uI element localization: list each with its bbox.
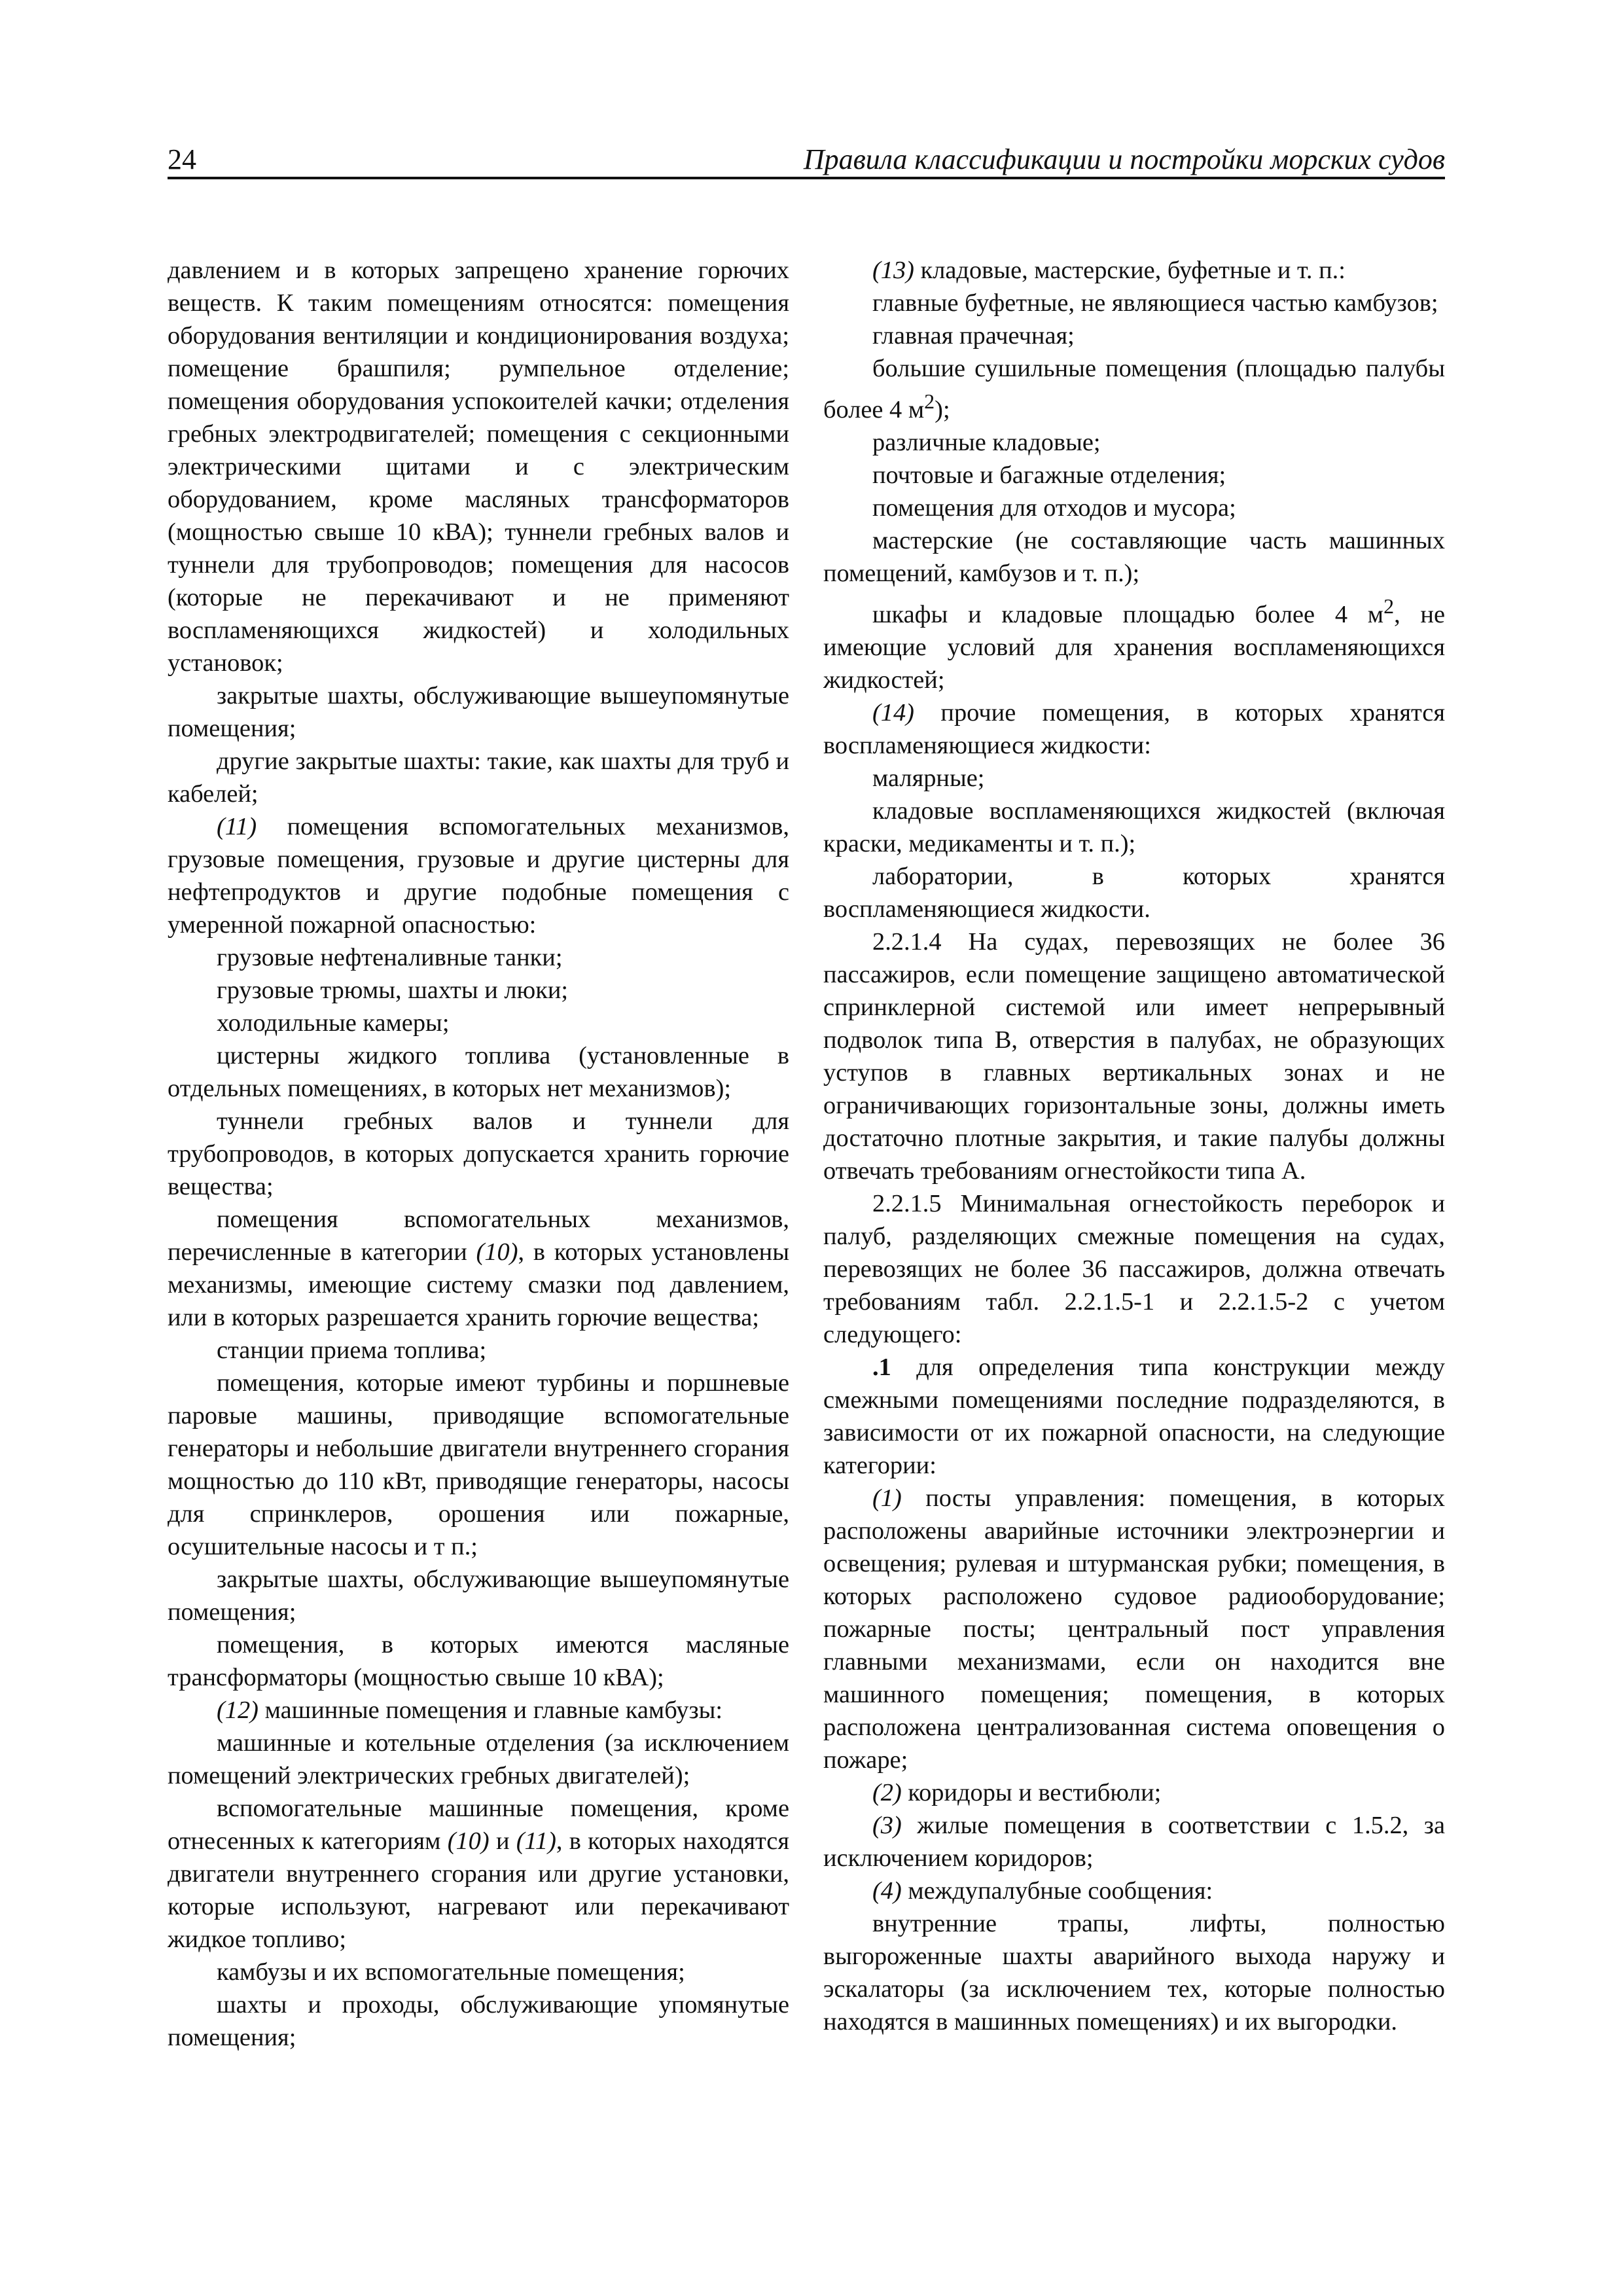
category-ref: (11)	[516, 1827, 556, 1855]
list-item: малярные;	[872, 764, 985, 792]
list-item: станции приема топлива;	[217, 1336, 487, 1364]
paragraph-text: машинные помещения и главные камбузы:	[258, 1696, 723, 1724]
list-item: камбузы и их вспомогательные помещения;	[217, 1958, 685, 1986]
paragraph	[823, 1351, 1445, 1482]
paragraph: другие закрытые шахты: такие, как шахты для труб и кабелей;	[168, 747, 789, 808]
paragraph-text: кладовые, мастерские, буфетные и т. п.:	[914, 257, 1346, 284]
list-item: холодильные камеры;	[217, 1009, 450, 1037]
list-item: помещения для отходов и мусора;	[872, 493, 1236, 522]
paragraph	[168, 1694, 789, 1727]
section-number: 2.2.1.4	[872, 927, 942, 956]
category-ref: (10)	[447, 1827, 490, 1855]
list-item: шахты и проходы, обслуживающие упомянутые помещения;	[168, 1991, 789, 2051]
paragraph-text: шкафы и кладовые площадью более 4 м	[872, 600, 1384, 628]
paragraph	[823, 1482, 1445, 1776]
header-rule	[168, 177, 1445, 179]
list-item: внутренние трапы, лифты, полностью выгороженные шахты аварийного выхода наружу и эскалаторы (за исключением тех, которые полностью находятся в машинных помещениях) и их выгородки.	[823, 1909, 1445, 2036]
paragraph-text: междупалубные сообщения:	[901, 1876, 1213, 1905]
list-item: цистерны жидкого топлива (установленные в отдельных помещениях, в которых нет механизмов);	[168, 1042, 789, 1102]
list-item: туннели гребных валов и туннели для трубопроводов, в которых допускается хранить горючие вещества;	[168, 1107, 789, 1200]
list-item	[168, 1203, 789, 1334]
paragraph-text: большие сушильные помещения (площадью палубы более 4 м	[823, 355, 1445, 423]
paragraph-text: помещения вспомогательных механизмов, грузовые помещения, грузовые и другие цистерны для нефтепродуктов и другие подобные помещения с умеренной пожарной опасностью:	[168, 813, 789, 939]
running-title: Правила классификации и постройки морских судов	[803, 143, 1445, 175]
right-column	[823, 254, 1445, 2038]
paragraph-text: , в которых находятся двигатели внутреннего сгорания или другие установки, которые используют, нагревают или перекачивают жидкое топливо;	[168, 1827, 789, 1953]
list-item: почтовые и багажные отделения;	[872, 461, 1226, 489]
paragraph	[168, 810, 789, 941]
list-item: грузовые нефтеналивные танки;	[217, 944, 563, 971]
category-ref: (10)	[476, 1238, 518, 1266]
category-label: (3)	[872, 1811, 902, 1839]
list-item: грузовые трюмы, шахты и люки;	[217, 977, 569, 1004]
paragraph-text: );	[935, 395, 950, 423]
list-item: закрытые шахты, обслуживающие вышеупомянутые помещения;	[168, 1566, 789, 1626]
paragraph-text: На судах, перевозящих не более 36 пассажиров, если помещение защищено автоматической спринклерной системой или имеет непрерывный подволок типа В, отверстия в палубах, не образующих уступов в главных вертикальных зонах и не ограничивающих горизонтальные зоны, должны иметь достаточно плотные закрытия, и такие палубы должны отвечать требованиям огнестойкости типа А.	[823, 927, 1445, 1185]
paragraph-text: посты управления: помещения, в которых расположены аварийные источники электроэнергии и освещения; рулевая и штурманская рубки; помещения, в которых расположено судовое радиооборудование; пожарные посты; центральный пост управления главными механизмами, если он находится вне машинного помещения; помещения, в которых расположена централизованная система оповещения о пожаре;	[823, 1484, 1445, 1774]
paragraph	[823, 1874, 1445, 1907]
paragraph	[823, 254, 1445, 287]
paragraph: закрытые шахты, обслуживающие вышеупомянутые помещения;	[168, 682, 789, 742]
paragraph	[823, 1776, 1445, 1809]
item-number: .1	[872, 1353, 891, 1381]
superscript: 2	[1383, 594, 1395, 618]
section-number: 2.2.1.5	[872, 1189, 942, 1217]
category-label: (14)	[872, 698, 914, 726]
paragraph-text: , в которых установлены механизмы, имеющие систему смазки под давлением, или в которых разрешается хранить горючие вещества;	[168, 1238, 789, 1331]
paragraph-text: коридоры и вестибюли;	[901, 1778, 1162, 1806]
category-label: (11)	[217, 813, 257, 840]
category-label: (13)	[872, 257, 914, 284]
category-label: (4)	[872, 1876, 902, 1905]
paragraph	[823, 696, 1445, 762]
paragraph	[823, 1809, 1445, 1874]
page-number: 24	[168, 143, 196, 175]
section-paragraph	[823, 925, 1445, 1187]
section-paragraph	[823, 1187, 1445, 1351]
list-item: главная прачечная;	[872, 322, 1075, 350]
list-item	[823, 352, 1445, 426]
list-item: помещения, в которых имеются масляные трансформаторы (мощностью свыше 10 кВА);	[168, 1631, 789, 1691]
category-label: (2)	[872, 1778, 902, 1806]
list-item: главные буфетные, не являющиеся частью камбузов;	[872, 289, 1438, 317]
list-item: машинные и котельные отделения (за исключением помещений электрических гребных двигателей);	[168, 1729, 789, 1789]
list-item: кладовые воспламеняющихся жидкостей (включая краски, медикаменты и т. п.);	[823, 797, 1445, 857]
paragraph-text: , не имеющие условий для хранения воспламеняющихся жидкостей;	[823, 600, 1445, 694]
category-label: (1)	[872, 1484, 902, 1512]
paragraph-text: жилые помещения в соответствии с 1.5.2, за исключением коридоров;	[823, 1811, 1445, 1872]
paragraph: давлением и в которых запрещено хранение горючих веществ. К таким помещениям относятся: помещения оборудования вентиляции и кондиционирования воздуха; помещение брашпиля; румпельное отделение; помещения оборудования успокоителей качки; отделения гребных электродвигателей; помещения с секционными электрическими щитами и с электрическим оборудованием, кроме масляных трансформаторов (мощностью свыше 10 кВА); туннели гребных валов и туннели для трубопроводов; помещения для насосов (которые не перекачивают и не применяют воспламеняющихся жидкостей) и холодильных установок;	[168, 257, 789, 677]
paragraph-text: и	[489, 1827, 516, 1855]
list-item: различные кладовые;	[872, 428, 1101, 456]
paragraph-text: помещения вспомогательных механизмов, перечисленные в категории	[168, 1206, 789, 1266]
paragraph-text: вспомогательные машинные помещения, кроме отнесенных к категориям	[168, 1795, 789, 1855]
left-column	[168, 254, 789, 2054]
list-item	[168, 1792, 789, 1956]
paragraph-text: для определения типа конструкции между смежными помещениями последние подразделяются, в зависимости от их пожарной опасности, на следующие категории:	[823, 1353, 1445, 1479]
list-item: мастерские (не составляющие часть машинных помещений, камбузов и т. п.);	[823, 526, 1445, 587]
list-item: помещения, которые имеют турбины и поршневые паровые машины, приводящие вспомогательные генераторы и небольшие двигатели внутреннего сгорания мощностью до 110 кВт, приводящие генераторы, насосы для спринклеров, орошения или пожарные, осушительные насосы и т п.;	[168, 1369, 789, 1560]
paragraph-text: прочие помещения, в которых хранятся воспламеняющиеся жидкости:	[823, 698, 1445, 759]
superscript: 2	[924, 389, 935, 413]
list-item: лаборатории, в которых хранятся воспламеняющиеся жидкости.	[823, 862, 1445, 923]
category-label: (12)	[217, 1696, 259, 1724]
list-item	[823, 590, 1445, 696]
paragraph-text: Минимальная огнестойкость переборок и палуб, разделяющих смежные помещения на судах, перевозящих не более 36 пассажиров, должна отвечать требованиям табл. 2.2.1.5-1 и 2.2.1.5-2 с учетом следующего:	[823, 1189, 1445, 1348]
page-header	[168, 143, 1445, 182]
